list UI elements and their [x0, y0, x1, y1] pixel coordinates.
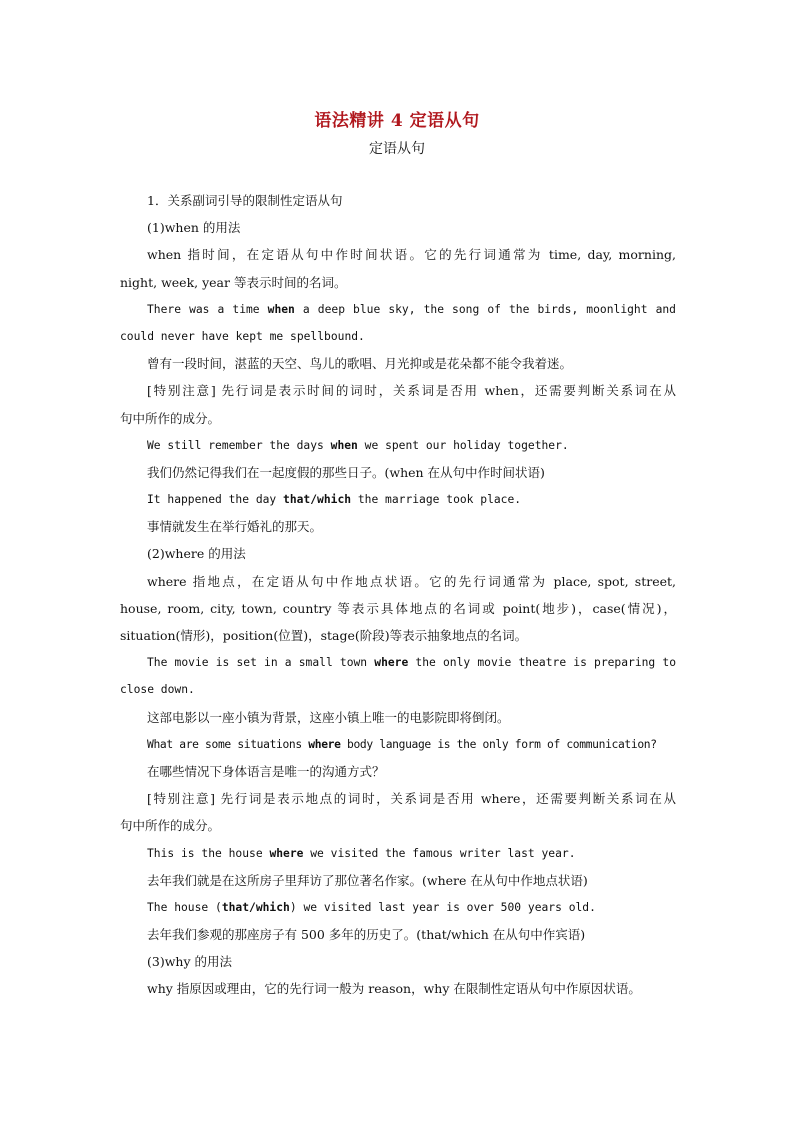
example-translation: 我们仍然记得我们在一起度假的那些日子。(when 在从句中作时间状语) — [147, 464, 545, 480]
example-translation: 在哪些情况下身体语言是唯一的沟通方式？ — [147, 763, 385, 779]
special-note-cont: 句中所作的成分。 — [120, 410, 221, 426]
where-description-cont: house, room, city, town, country 等表示具体地点的名词或 point(地步)，case(情况)， — [120, 600, 676, 616]
where-description: where 指地点，在定语从句中作地点状语。它的先行词通常为 place, spot, street, — [147, 573, 676, 589]
when-description: when 指时间，在定语从句中作时间状语。它的先行词通常为 time, day, morning, — [147, 247, 676, 263]
example-translation: 去年我们参观的那座房子有 500 多年的历史了。(that/which 在从句中作宾语) — [147, 927, 586, 943]
where-description-cont: situation(情形)，position(位置)，stage(阶段)等表示抽象地点的名词。 — [120, 628, 528, 643]
why-description: why 指原因或理由，它的先行词一般为 reason，why 在限制性定语从句中作原因状语。 — [147, 981, 641, 997]
example-translation: 事情就发生在举行婚礼的那天。 — [147, 519, 323, 535]
special-note-cont: 句中所作的成分。 — [120, 818, 221, 834]
example-sentence: It happened the day that/which the marriage took place. — [147, 493, 522, 507]
example-translation: 曾有一段时间，湛蓝的天空、鸟儿的歌唱、月光抑或是花朵都不能令我着迷。 — [147, 356, 573, 372]
why-heading: (3)why 的用法 — [147, 954, 232, 970]
example-sentence: The movie is set in a small town where the only movie theatre is preparing to — [147, 656, 676, 670]
special-note: [特别注意] 先行词是表示地点的词时，关系词是否用 where，还需要判断关系词在从 — [147, 791, 676, 807]
example-translation: 去年我们就是在这所房子里拜访了那位著名作家。(where 在从句中作地点状语) — [147, 872, 588, 888]
example-sentence: We still remember the days when we spent our holiday together. — [147, 438, 569, 452]
special-note: [特别注意] 先行词是表示时间的词时，关系词是否用 when，还需要判断关系词在从 — [147, 383, 676, 399]
section-heading: 1．关系副词引导的限制性定语从句 — [147, 193, 343, 208]
example-sentence: The house (that/which) we visited last year is over 500 years old. — [147, 900, 596, 914]
when-heading: (1)when 的用法 — [147, 220, 241, 236]
when-description-cont: night, week, year 等表示时间的名词。 — [120, 274, 347, 290]
page-subtitle: 定语从句 — [369, 141, 425, 157]
document-body — [120, 187, 676, 1003]
example-sentence: There was a time when a deep blue sky, the song of the birds, moonlight and — [147, 302, 676, 316]
example-translation: 这部电影以一座小镇为背景，这座小镇上唯一的电影院即将倒闭。 — [147, 709, 510, 725]
page-title: 语法精讲 4 定语从句 — [314, 111, 480, 131]
example-sentence-cont: could never have kept me spellbound. — [120, 329, 365, 343]
where-heading: (2)where 的用法 — [147, 546, 246, 562]
example-sentence: This is the house where we visited the famous writer last year. — [147, 846, 576, 860]
example-sentence-cont: close down. — [120, 683, 195, 697]
example-sentence: What are some situations where body language is the only form of communication? — [147, 737, 657, 751]
